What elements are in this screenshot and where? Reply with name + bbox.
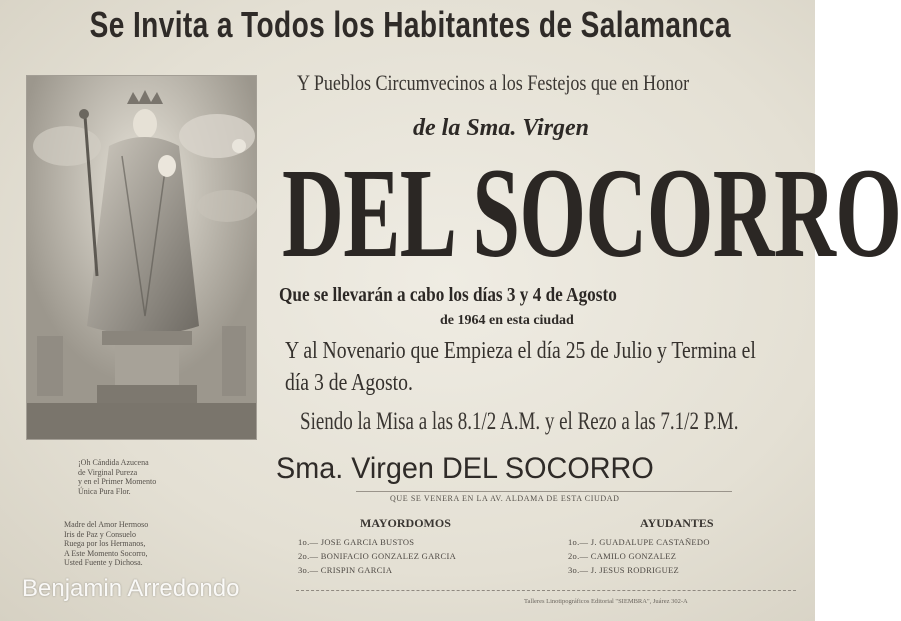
poem-line: Usted Fuente y Dichosa.	[64, 558, 143, 567]
photographer-watermark: Benjamin Arredondo	[22, 575, 240, 602]
printer-credit: Talleres Linotipográficos Editorial "SIEMBRA", Juárez 302-A	[524, 598, 688, 605]
list-item: 2o.— BONIFACIO GONZALEZ GARCIA	[298, 551, 457, 561]
poem-line: ¡Oh Cándida Azucena	[78, 458, 149, 467]
novenario-line-2: día 3 de Agosto.	[285, 370, 413, 396]
poem-line: y en el Primer Momento	[78, 477, 157, 486]
poem-line: de Virginal Pureza	[78, 467, 138, 477]
novenario-line-1: Y al Novenario que Empieza el día 25 de Julio y Termina el	[285, 338, 756, 364]
ayudantes-list	[568, 535, 710, 577]
poem-line: Madre del Amor Hermoso	[64, 520, 149, 529]
list-item: 3o.— J. JESUS RODRIGUEZ	[568, 565, 680, 575]
poem-verse-2	[64, 520, 148, 568]
virgen-subtitle: de la Sma. Virgen	[413, 115, 590, 141]
poem-line: Iris de Paz y Consuelo	[64, 529, 136, 539]
bottom-divider	[296, 590, 796, 591]
virgin-illustration	[27, 76, 256, 439]
poem-verse-1	[78, 458, 156, 496]
list-item: 1o.— J. GUADALUPE CASTAÑEDO	[568, 537, 710, 547]
year-line: de 1964 en esta ciudad	[440, 313, 574, 328]
virgin-statue-icon	[27, 76, 256, 439]
virgen-secondary-title: Sma. Virgen DEL SOCORRO	[276, 452, 654, 485]
misa-schedule: Siendo la Misa a las 8.1/2 A.M. y el Rezo a las 7.1/2 P.M.	[300, 408, 739, 435]
poem-line: Ruega por los Hermanos,	[64, 539, 146, 548]
list-item: 1o.— JOSE GARCIA BUSTOS	[298, 537, 415, 547]
invitation-subtitle: Y Pueblos Circumvecinos a los Festejos que en Honor	[297, 70, 690, 95]
poem-line: A Este Momento Socorro,	[64, 548, 148, 558]
dates-line: Que se llevarán a cabo los días 3 y 4 de Agosto	[279, 284, 617, 306]
mayordomos-list	[298, 535, 456, 577]
divider	[356, 491, 732, 492]
poem-line: Única Pura Flor.	[78, 486, 131, 496]
list-item: 3o.— CRISPIN GARCIA	[298, 565, 393, 575]
poster-headline: Se Invita a Todos los Habitantes de Salamanca	[89, 4, 731, 45]
main-title: DEL SOCORRO	[282, 142, 901, 284]
mayordomos-heading: MAYORDOMOS	[360, 516, 451, 530]
venera-line: QUE SE VENERA EN LA AV. ALDAMA DE ESTA CIUDAD	[390, 494, 620, 503]
ayudantes-heading: AYUDANTES	[640, 516, 714, 530]
list-item: 2o.— CAMILO GONZALEZ	[568, 551, 677, 561]
